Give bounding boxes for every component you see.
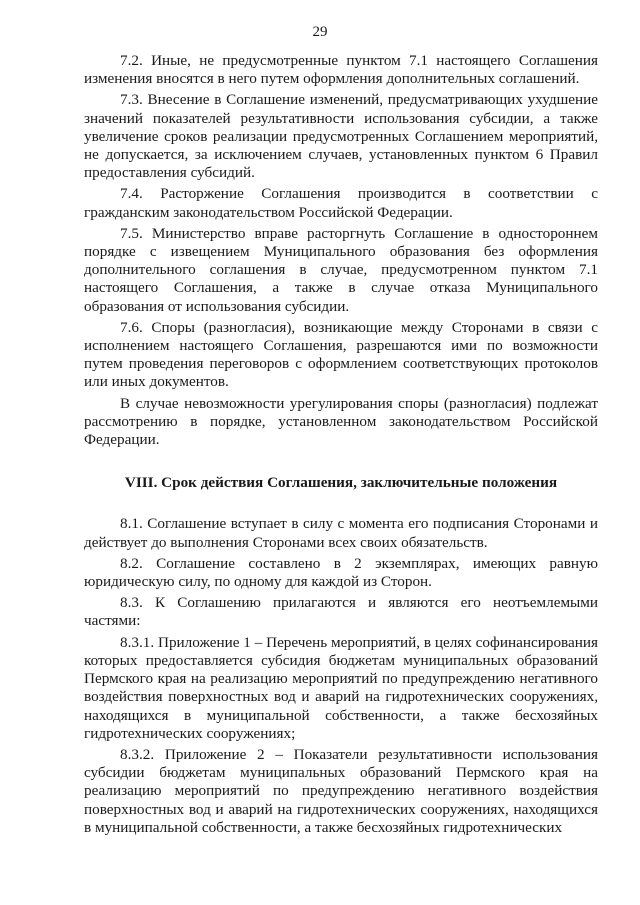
paragraph-disputes: В случае невозможности урегулирования споры (разногласия) подлежат рассмотрению в порядке, установленном законодательством Российской Федерации. <box>84 394 598 449</box>
paragraph-8-1: 8.1. Соглашение вступает в силу с момента его подписания Сторонами и действует до выполнения Сторонами всех своих обязательств. <box>84 515 598 551</box>
page-number: 29 <box>312 24 328 40</box>
paragraph-8-3-2: 8.3.2. Приложение 2 – Показатели результативности использования субсидии бюджетам муниципальных образований Пермского края на реализацию мероприятий по предупреждению негативного воздействия поверхностных вод и аварий на гидротехнических сооружениях, находящихся в муниципальной собственности, а также бесхозяйных гидротехнических <box>84 745 598 836</box>
paragraph-8-3: 8.3. К Соглашению прилагаются и являются его неотъемлемыми частями: <box>84 594 598 630</box>
paragraph-8-2: 8.2. Соглашение составлено в 2 экземплярах, имеющих равную юридическую силу, по одному для каждой из Сторон. <box>84 554 598 591</box>
document-body <box>84 52 598 840</box>
section-heading: VIII. Срок действия Соглашения, заключительные положения <box>124 474 558 492</box>
paragraph-7-2: 7.2. Иные, не предусмотренные пунктом 7.1 настоящего Соглашения изменения вносятся в него путем оформления дополнительных соглашений. <box>84 52 598 88</box>
paragraph-7-4: 7.4. Расторжение Соглашения производится в соответствии с гражданским законодательством Российской Федерации. <box>84 185 598 221</box>
paragraph-8-3-1: 8.3.1. Приложение 1 – Перечень мероприятий, в целях софинансирования которых предоставляется субсидия бюджетам муниципальных образований Пермского края на реализацию мероприятий по предупреждению негативного воздействия поверхностных вод и аварий на гидротехнических сооружениях, находящихся в муниципальной собственности, а также бесхозяйных гидротехнических сооружениях; <box>84 633 598 742</box>
paragraph-7-6: 7.6. Споры (разногласия), возникающие между Сторонами в связи с исполнением настоящего Соглашения, разрешаются ими по возможности путем проведения переговоров с оформлением соответствующих протоколов или иных документов. <box>84 318 598 391</box>
paragraph-7-3: 7.3. Внесение в Соглашение изменений, предусматривающих ухудшение значений показателей результативности использования субсидии, а также увеличение сроков реализации предусмотренных Соглашением мероприятий, не допускается, за исключением случаев, установленных пунктом 6 Правил предоставления субсидий. <box>84 91 598 182</box>
paragraph-7-5: 7.5. Министерство вправе расторгнуть Соглашение в одностороннем порядке с извещением Муниципального образования без оформления дополнительного соглашения в случае, предусмотренном пунктом 7.1 настоящего Соглашения, а также в случае отказа Муниципального образования от использования субсидии. <box>84 224 598 315</box>
